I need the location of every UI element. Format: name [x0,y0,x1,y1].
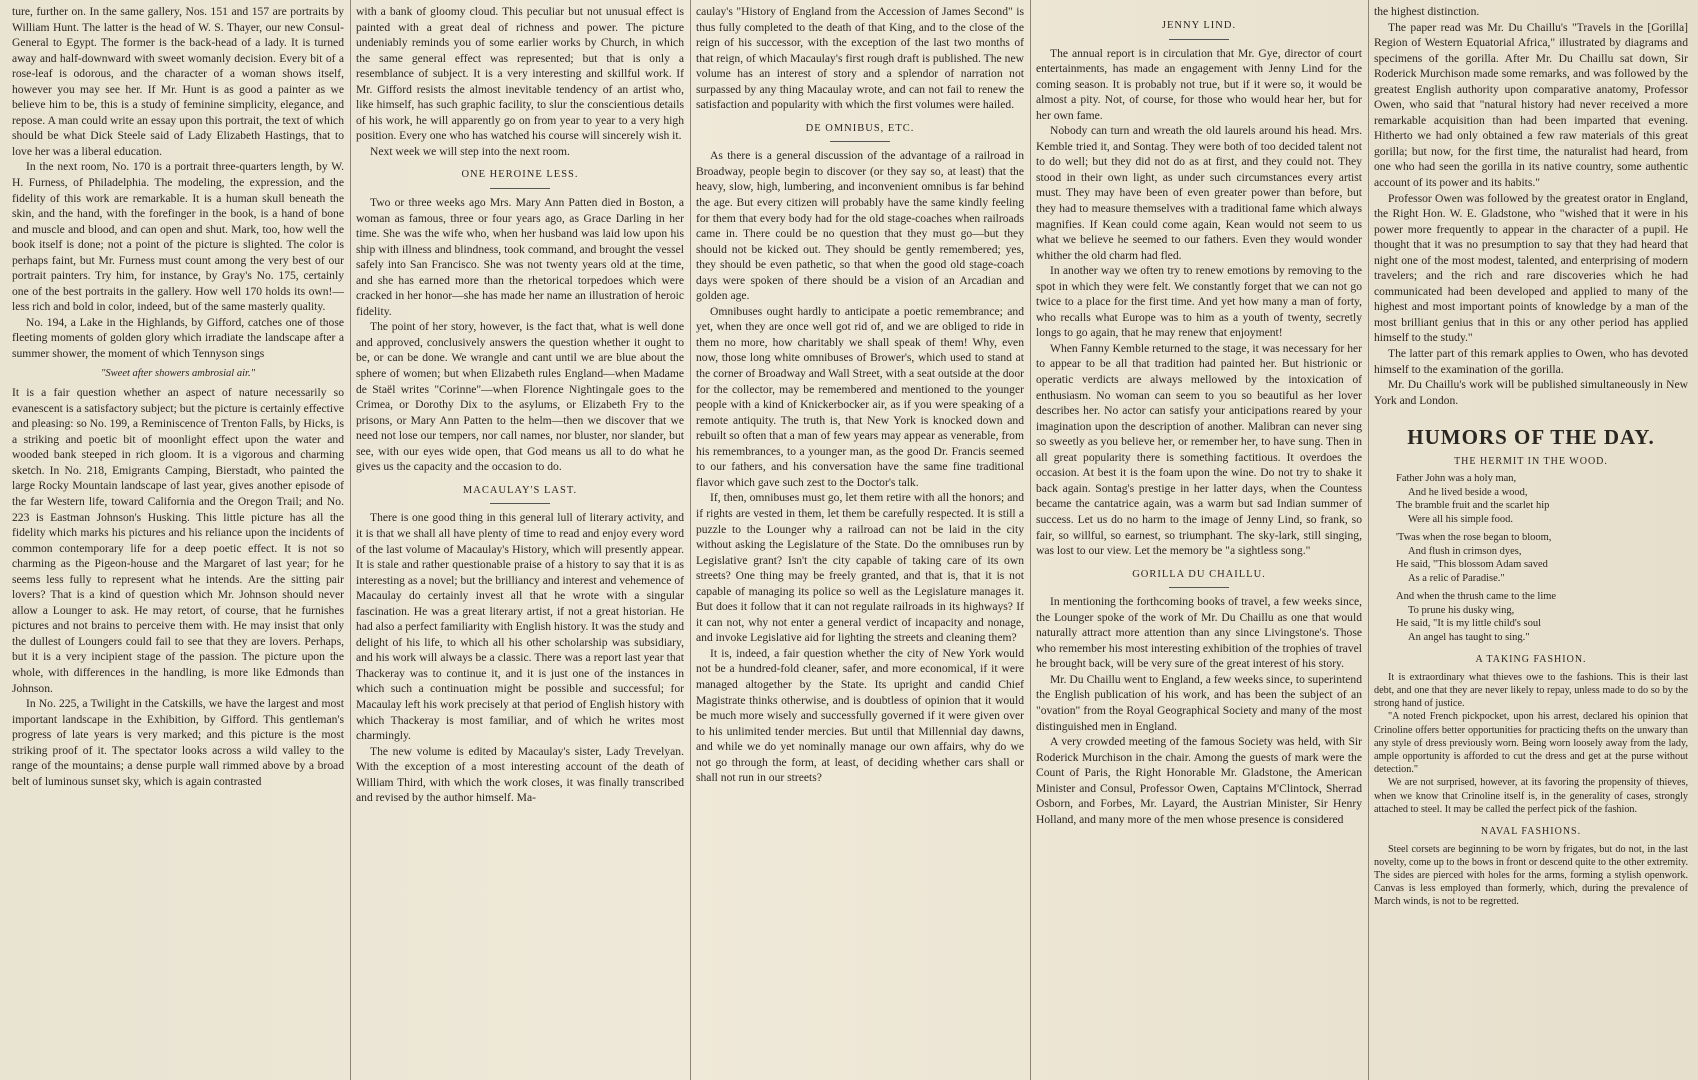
col2-paragraph: There is one good thing in this general lull of literary activity, and it is that we shall all have plenty of time to read and enjoy every word of the last volume of Macaulay's History, which will presently appear. It is stale and rather questionable praise of a history to say that it is as interesting as a novel; but the brilliancy and interest and vehemence of Macaulay do certainly invest all that he wrote with a singular fascination. He was a great literary artist, if not a great historian. He had also a perfect familiarity with English history. It was the study and delight of his life, to which all his other scholarship was subsidiary, and his work will always be a classic. There was a report last year that Thackeray was to continue it, and it is just one of the instances in which such a continuation might be possible and successful; for Macaulay left his work precisely at that period of English history with which Thackeray is most familiar, and of which he writes most charmingly. [356,511,684,743]
col2-paragraph: The new volume is edited by Macaulay's sister, Lady Trevelyan. With the exception of a most interesting account of the death of William Third, with which the work closes, it was finally transcribed and revised by the author himself. Ma- [356,744,684,805]
poem-line: Father John was a holy man, [1396,473,1517,485]
col5-paragraph: The latter part of this remark applies to Owen, who has devoted himself to the examination of the gorilla. [1374,347,1688,376]
heading-one-heroine-less: ONE HEROINE LESS. [356,167,684,189]
col4-paragraph: A very crowded meeting of the famous Society was held, with Sir Roderick Murchison in the chair. Among the guests of mark were the Count of Paris, the Right Honorable Mr. Gladstone, the American Minister and Consul, Professor Owen, Captains M'Clintock, Sherrad Osborn, and Forbes, Mr. Layard, the Austrian Minister, Sir Henry Holland, and many more of the men whose presence is considered [1036,735,1362,826]
column-5 [1374,4,1688,1076]
column-rule [1030,0,1031,1080]
col5-paragraph: Mr. Du Chaillu's work will be published simultaneously in New York and London. [1374,378,1688,407]
col4-paragraph: When Fanny Kemble returned to the stage, it was necessary for her to appear to be all that tradition had painted her. But histrionic or operatic verdicts are always mellowed by the intoxication of enthusiasm. No woman can seem to you so beautiful as her lover describes her. No actor can satisfy your anticipations reared by your imagination upon the description of another. Malibran can never sing so sweetly as you believe her, or remember her, to have sung. Then in all great popularity there is something factitious. It overdoes the occasion. At best it is the foam upon the wine. Do not try to shake it back again. Sontag's prestige in her latter days, when the Countess became the cantatrice again, was a warm but sad Indian summer of success. Let us do no harm to the image of Jenny Lind, so frank, so fair, so willful, so earnest, so triumphant. The sky-lark, still singing, was lost to our view. Let the memory be "a sightless song." [1036,341,1362,558]
col4-paragraph: Nobody can turn and wreath the old laurels around his head. Mrs. Kemble tried it, and Sontag. They were both of too decided talent not to do well; but they did not do as at first, and they could not. They stood in their own light, as under such circumstances every artist must. They may have been of even greater power than before, but they had to measure themselves with a traditional fame which always magnifies. If Kean could come again, Kean would not seem to us what we believe he seemed to our fathers. Even they would wonder whither the old charm had fled. [1036,124,1362,262]
column-2 [356,4,684,1076]
column-rule [690,0,691,1080]
col4-paragraph: In another way we often try to renew emotions by removing to the spot in which they were felt. We constantly forget that we can not go twice to a place for the first time. And yet how many a man of forty, who recalls what Europe was to him as a youth of twenty, secretly longs to go again, that he may renew that enjoyment! [1036,264,1362,340]
column-rule [1368,0,1369,1080]
col5-paragraph: "A noted French pickpocket, upon his arrest, declared his opinion that Crinoline offers better opportunities for practicing thefts on the unwary than any style of dress previously worn. Being worn loosely away from the lady, ample opportunity is afforded to cut the dress and get at the purse without detection." [1374,711,1688,776]
col2-paragraph: The point of her story, however, is the fact that, what is well done and approved, conclusively answers the question whether it ought to be, or can be done. We wrangle and cant until we are blue about the sphere of women; but when Elizabeth rules England—when Madame de Staël writes "Corinne"—when Florence Nightingale goes to the Crimea, or Dorothy Dix to the asylums, or Elizabeth Fry to the prisons, or Mary Ann Patten to the helm—then we discover that we need not lose our tempers, nor call names, nor bluster, nor slander, but see, with our eyes wide open, that God means us all to do what he gives us the capacity and the occasion to do. [356,320,684,474]
col1-paragraph: ture, further on. In the same gallery, Nos. 151 and 157 are portraits by William Hunt. The latter is the head of W. S. Thayer, our new Consul-General to Egypt. The former is the back-head of a lady. It is turned away and half-downward with sweet womanly decision. Every bit of a rose-leaf is odorous, and the character of a woman shows itself, however you may see her. If Mr. Hunt is as good a painter as we believe him to be, this is a study of feminine simplicity, elegance, and repose. A man could write an essay upon this portrait, the text of which should be what Dick Steele said of Lady Elizabeth Hastings, that to love her was a liberal education. [12,5,344,158]
poem-line: An angel has taught to sing." [1408,631,1530,643]
col5-paragraph: Professor Owen was followed by the greatest orator in England, the Right Hon. W. E. Gladstone, who "wished that it were in his power more frequently to appear in the character of a pupil. He thought that it was no presumption to say that they had heard that night one of the most modest, talented, and enterprising of modern travelers; and the rich and rare discoveries which he had communicated had been developed and applied to many of the highest and most important points of knowledge by a man of the most brilliant genius that in this or any other period has applied himself to the study." [1374,191,1688,345]
poem-line: He said, "It is my little child's soul [1396,618,1542,630]
col4-paragraph: The annual report is in circulation that Mr. Gye, director of court entertainments, has made an engagement with Jenny Lind for the coming season. It is probably not true, but if it were so, it would be almost a pity. Not, of course, for those who would hear her, but for her own fame. [1036,46,1362,122]
col1-paragraph: In No. 225, a Twilight in the Catskills, we have the largest and most important landscape in the Exhibition, by Gifford. This gentleman's progress of late years is very marked; and this picture is the most striking proof of it. The spectator looks across a wild valley to the range of the mountains; a dense purple wall rimmed above by a broad belt of luminous sunset sky, which is again contrasted [12,697,344,788]
col3-paragraph: Omnibuses ought hardly to anticipate a poetic remembrance; and yet, when they are once well got rid of, and we are obliged to ride in them no more, how charitably we shall speak of them! Why, even now, those long white omnibuses of Brower's, which used to stand at the corner of Broadway and Wall Street, with a seat outside at the door for the collector, may be remembered and mentioned to the younger people with a kind of Knickerbocker air, as if you were speaking of a remote antiquity. The truth is, that New York is knocked down and rebuilt so often that a man of few years may appear as venerable, from his remembrances, to a younger man, as the good Dr. Francis seemed to our fathers, and his conversation have the same fine traditional flavor which gave such zest to the Doctor's talk. [696,304,1024,489]
col2-paragraph: Next week we will step into the next room. [370,144,570,158]
column-rule [350,0,351,1080]
tennyson-quote: "Sweet after showers ambrosial air." [101,367,255,379]
poem-line: And when the thrush came to the lime [1396,591,1557,603]
poem-line: 'Twas when the rose began to bloom, [1396,532,1552,544]
col4-paragraph: Mr. Du Chaillu went to England, a few weeks since, to superintend the English publication of his work, and has been the subject of an "ovation" from the Royal Geographical Society and many of the most distinguished men in England. [1036,672,1362,733]
poem-line: And he lived beside a wood, [1408,486,1528,498]
heading-jenny-lind: JENNY LIND. [1036,18,1362,40]
col1-paragraph: No. 194, a Lake in the Highlands, by Gifford, catches one of those fleeting moments of golden glory which irradiate the landscape after a summer shower, the moment of which Tennyson sings [12,315,344,361]
poem [1374,472,1688,644]
col3-paragraph: It is, indeed, a fair question whether the city of New York would not be a hundred-fold cleaner, safer, and more economical, if it were managed altogether by the State. Its upright and candid Chief Magistrate thinks otherwise, and is doubtless of opinion that it would be much more wisely and successfully governed if it were given over to his unlimited tender mercies. But until that Millennial day dawns, and while we do yet nominally manage our own affairs, why do we not go through the form, at least, of deciding whether cars shall or shall not run in our streets? [696,646,1024,785]
heading-a-taking-fashion: A TAKING FASHION. [1475,654,1587,666]
col3-paragraph: As there is a general discussion of the advantage of a railroad in Broadway, people begin to discover (or they say so, at least) that the heavy, slow, high, lumbering, and inconvenient omnibus is far behind the age. But every citizen will probably have the same kindly feeling for them that every body had for the old stage-coaches when railroads came in. There could be no question that they must go—but they should not be kicked out. They should be gently remembered; yes, they should be even pathetic, so that when the good old stage-coach days were spoken of there should be a vision of an Arcadian and golden age. [696,149,1024,303]
poem-line: He said, "This blossom Adam saved [1396,559,1548,571]
col5-paragraph: the highest distinction. [1374,5,1480,18]
column-1 [12,4,344,1076]
humors-of-the-day-title: HUMORS OF THE DAY. [1407,425,1655,450]
col1-paragraph: In the next room, No. 170 is a portrait three-quarters length, by W. H. Furness, of Philadelphia. The modeling, the expression, and the fidelity of this work are remarkable. It is a human skull beneath the skin, and the hand, with the forefinger in the book, is a hand of bone and muscle and blood, and can open and shut. Mark, too, how well the book itself is done; not a point of the picture is slighted. The color is perhaps faint, but Mr. Furness must count among the very best of our portrait painters. Try him, for instance, by Gray's No. 175, certainly one of the best portraits in the gallery. How well 170 holds its own!— less rich and bold in color, indeed, but of the same masterly quality. [12,160,344,314]
col3-paragraph: If, then, omnibuses must go, let them retire with all the honors; and if rights are vested in them, let them be carefully respected. It is still a puzzle to the Lounger why a railroad can not be laid in the city without asking the Legislature of the State. Do the omnibuses run by Legislative grant? Isn't the city capable of taking care of its own streets? One thing may be freely granted, and that is, that it is not capable of managing its police so well as the Legislature manages it. But does it follow that it can not regulate railroads in its highways? If it can not, why not enter a general verdict of incapacity and nonage, and invoke Legislative aid for lighting the streets and cleaning them? [696,491,1024,645]
column-3 [696,4,1024,1076]
poem-line: Were all his simple food. [1408,513,1514,525]
col2-paragraph: Two or three weeks ago Mrs. Mary Ann Patten died in Boston, a woman as famous, three or four years ago, as Grace Darling in her time. She was the wife who, when her husband was laid low upon his ship with illness and blindness, took command, and brought the vessel safely into San Francisco. She was not twenty years old at the time, and she has earned more than the rhetorical torpedoes which were cracked in her honor—she has made her name an illustration of heroic fidelity. [356,196,684,318]
heading-gorilla-du-chaillu: GORILLA DU CHAILLU. [1036,567,1362,589]
col1-paragraph: It is a fair question whether an aspect of nature necessarily so evanescent is a satisfactory subject; but the picture is certainly effective and pleasing: so No. 199, a Reminiscence of Trenton Falls, by Hicks, is a striking and poetic bit of moonlight effect upon the water and wooded bank steeped in rich gloom. It is a vigorous and charming sketch. In No. 218, Emigrants Camping, Bierstadt, who painted the large Rocky Mountain landscape of last year, gives another episode of the far Western life, toward California and the Oregon Trail; and No. 223 is Eastman Johnson's Husking. This little picture has all the fidelity which marks his pictures and his reliance upon the incidents of common contemporary life for a deep poetic effect. It is not so charming as the Pigeon-house and the Margaret of last year; for he seems less fully to represent what he intends. Are the sitting pair lovers? That is a kind of question which Mr. Johnson should never allow a Lounger to ask. He may retort, of course, that he furnishes pictures and not brains to perceive them with. He may insist that only the dullest of Loungers could fail to see that they are lovers. Perhaps, but it is a very incipient stage of the passion. The picture upon the whole, with differences in the handling, is more like Edmonds than Johnson. [12,386,344,695]
column-4 [1036,4,1362,1076]
poem-line: To prune his dusky wing, [1408,604,1515,616]
col3-paragraph: caulay's "History of England from the Accession of James Second" is thus fully completed to the death of that King, and to the close of the reign of his successor, with the exception of the last two months of that reign, of which Macaulay's first rough draft is published. The new volume has an interest of story and a splendor of narration not surpassed by any thing Macaulay wrote, and can not fail to renew the satisfaction and popularity with which the first volumes were hailed. [696,5,1024,112]
col5-paragraph: It is extraordinary what thieves owe to the fashions. This is their last debt, and one that they are never likely to repay, unless made to do so by the strong hand of justice. [1374,671,1688,710]
col4-paragraph: In mentioning the forthcoming books of travel, a few weeks since, the Lounger spoke of the work of Mr. Du Chaillu as one that would naturally attract more attention than any since Livingstone's. Those who remember his most interesting exhibition of the trophies of travel he brought back, will be very sure of the great interest of his story. [1036,595,1362,671]
heading-de-omnibus: DE OMNIBUS, ETC. [696,121,1024,143]
col5-paragraph: The paper read was Mr. Du Chaillu's "Travels in the [Gorilla] Region of Western Equatorial Africa," illustrated by diagrams and specimens of the gorilla. After Mr. Du Chaillu sat down, Sir Roderick Murchison made some remarks, and was followed by the greatest English authority upon comparative anatomy, Professor Owen, who said that "natural history had never received a more remarkable acquisition than had been imparted that evening. Hitherto we had only obtained a few raw materials of this great gorilla; but now, for the first time, the naturalist had heard, from one who had seen the gorilla in its native country, some authentic account of its power and its habits." [1374,20,1688,190]
col2-paragraph: with a bank of gloomy cloud. This peculiar but not unusual effect is painted with a great deal of richness and power. The picture undeniably reminds you of some earlier works by Church, in which the same general effect was represented; but that is only a resemblance of subject. It is a very interesting and skillful work. If Mr. Gifford resists the almost inevitable tendency of an artist who, like himself, has such graphic facility, to slur the conscientious details of his work, he will apparently go on from year to year to a very high position. Every one who has watched his course will sincerely wish it. [356,5,684,143]
heading-naval-fashions: NAVAL FASHIONS. [1480,826,1582,838]
col5-paragraph: We are not surprised, however, at its favoring the propensity of thieves, when we know that Crinoline itself is, in the generality of cases, strongly attached to steel. It may be called the perfect pick of the fashion. [1374,777,1688,815]
poem-line: The bramble fruit and the scarlet hip [1396,500,1550,512]
heading-macaulays-last: MACAULAY'S LAST. [356,483,684,505]
poem-line: And flush in crimson dyes, [1408,545,1522,557]
poem-line: As a relic of Paradise." [1408,572,1505,584]
poem-title: THE HERMIT IN THE WOOD. [1454,455,1608,467]
col5-paragraph: Steel corsets are beginning to be worn by frigates, but do not, in the last novelty, come up to the bows in front or descend quite to the other extremity. The sides are pierced with holes for the arms, forming a stylish openwork. Canvas is less employed than formerly, which, during the prevalence of March winds, is not to be regretted. [1374,843,1688,908]
